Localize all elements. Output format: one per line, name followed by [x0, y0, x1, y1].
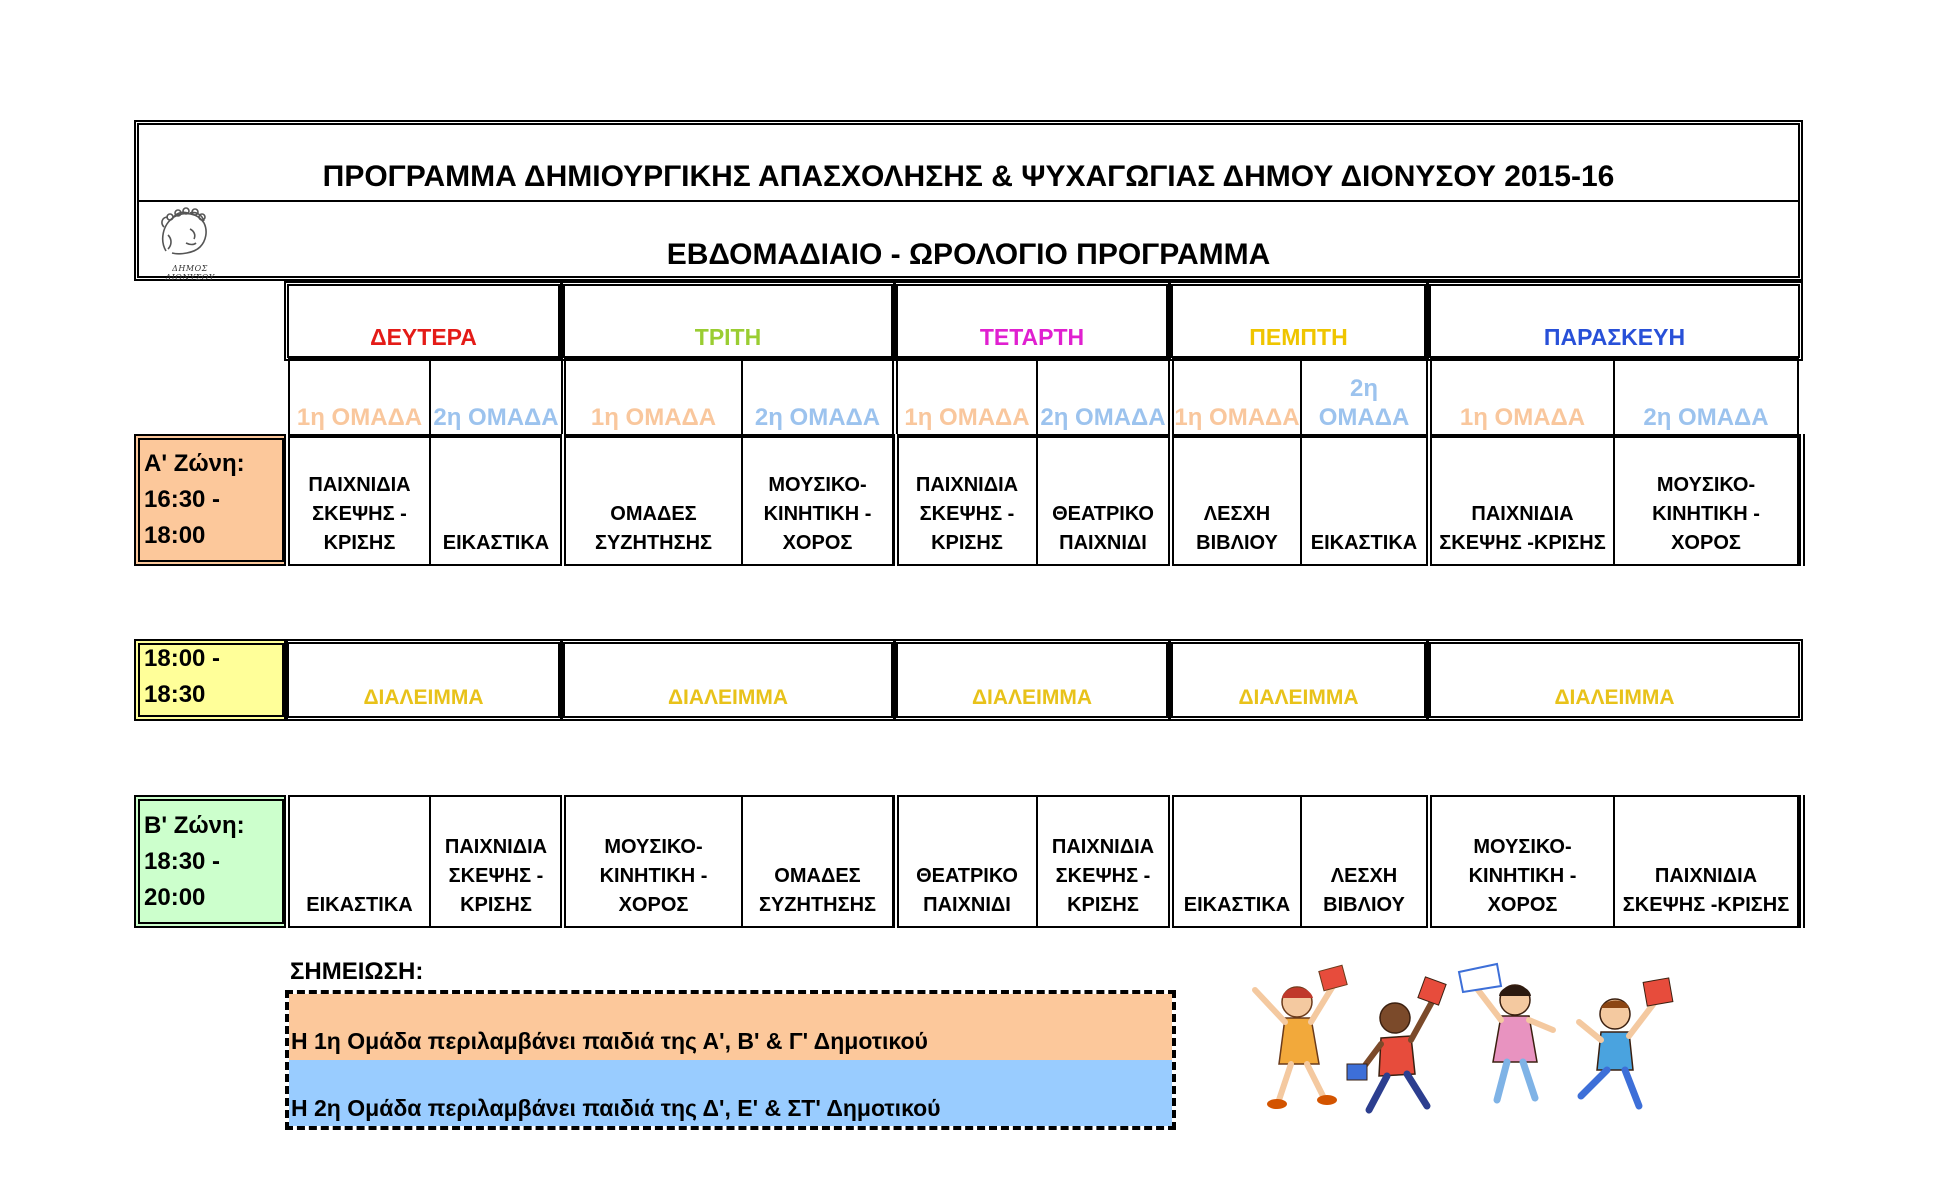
activity-cell [564, 434, 743, 566]
day-separator [893, 795, 899, 928]
group-header: 2η ΟΜΑΔΑ [429, 358, 563, 438]
note-group1: Η 1η Ομάδα περιλαμβάνει παιδιά της Α', Β' & Γ' Δημοτικού [289, 994, 1172, 1060]
break-time-label [134, 639, 288, 721]
day-header-monday [284, 281, 563, 361]
day-separator [893, 434, 899, 566]
activity-text: ΕΙΚΑΣΤΙΚΑ [1183, 894, 1291, 916]
activity-cell [1430, 795, 1615, 928]
activity-text: ΠΑΙΧΝΙΔΙΑ ΣΚΕΨΗΣ - ΚΡΙΣΗΣ [444, 836, 548, 916]
activity-cell [1036, 434, 1170, 566]
break-cell-wednesday: ΔΙΑΛΕΙΜΜΑ [893, 639, 1171, 721]
municipality-logo [150, 205, 230, 282]
group-header: 1η ΟΜΑΔΑ [1172, 358, 1302, 438]
break-cell-monday: ΔΙΑΛΕΙΜΜΑ [284, 639, 563, 721]
activity-text: ΜΟΥΣΙΚΟ- ΚΙΝΗΤΙΚΗ - ΧΟΡΟΣ [763, 474, 872, 554]
break-cell-tuesday: ΔΙΑΛΕΙΜΜΑ [560, 639, 896, 721]
break-cell-friday: ΔΙΑΛΕΙΜΜΑ [1426, 639, 1803, 721]
day-label: ΠΑΡΑΣΚΕΥΗ [1543, 324, 1686, 350]
group-header: 1η ΟΜΑΔΑ [288, 358, 431, 438]
day-separator [1799, 795, 1805, 928]
activity-text: ΠΑΙΧΝΙΔΙΑ ΣΚΕΨΗΣ -ΚΡΙΣΗΣ [1622, 865, 1790, 916]
zone-b-label [134, 795, 288, 928]
activity-text: ΠΑΙΧΝΙΔΙΑ ΣΚΕΨΗΣ - ΚΡΙΣΗΣ [308, 474, 411, 554]
activity-text: ΘΕΑΤΡΙΚΟ ΠΑΙΧΝΙΔΙ [1052, 503, 1154, 554]
activity-cell [1172, 795, 1302, 928]
activity-cell [896, 434, 1038, 566]
activity-text: ΛΕΣΧΗ ΒΙΒΛΙΟΥ [1196, 503, 1278, 554]
activity-text: ΠΑΙΧΝΙΔΙΑ ΣΚΕΨΗΣ - ΚΡΙΣΗΣ [915, 474, 1019, 554]
activity-cell [564, 795, 743, 928]
activity-cell [741, 795, 894, 928]
activity-text: ΕΙΚΑΣΤΙΚΑ [306, 894, 413, 916]
group-header: 2η ΟΜΑΔΑ [1036, 358, 1170, 438]
kids-illustration [1235, 960, 1715, 1120]
day-separator [1168, 795, 1174, 928]
page-subtitle: ΕΒΔΟΜΑΔΙΑΙΟ - ΩΡΟΛΟΓΙΟ ΠΡΟΓΡΑΜΜΑ [666, 238, 1271, 271]
break-time: 18:00 - 18:30 [144, 645, 221, 708]
activity-text: ΟΜΑΔΕΣ ΣΥΖΗΤΗΣΗΣ [594, 503, 713, 554]
zone-b-name: Β' Ζώνη: [144, 812, 245, 839]
page-title: ΠΡΟΓΡΑΜΜΑ ΔΗΜΙΟΥΡΓΙΚΗΣ ΑΠΑΣΧΟΛΗΣΗΣ & ΨΥΧΑΓΩΓΙΑΣ ΔΗΜΟΥ ΔΙΟΝΥΣΟΥ 2015-16 [322, 160, 1615, 193]
day-label: ΠΕΜΠΤΗ [1249, 324, 1348, 350]
note-box [285, 990, 1176, 1130]
note-heading: ΣΗΜΕΙΩΣΗ: [290, 958, 424, 985]
activity-cell [896, 795, 1038, 928]
activity-text: ΜΟΥΣΙΚΟ- ΚΙΝΗΤΙΚΗ - ΧΟΡΟΣ [1652, 474, 1760, 554]
zone-a-name: Α' Ζώνη: [144, 450, 245, 477]
group-header: 1η ΟΜΑΔΑ [564, 358, 743, 438]
day-header-tuesday [560, 281, 896, 361]
activity-text: ΛΕΣΧΗ ΒΙΒΛΙΟΥ [1323, 865, 1405, 916]
activity-cell [1613, 795, 1799, 928]
activity-text: ΟΜΑΔΕΣ ΣΥΖΗΤΗΣΗΣ [758, 865, 877, 916]
activity-cell [288, 795, 431, 928]
group-header: 2η ΟΜΑΔΑ [1300, 358, 1428, 438]
group-header: 1η ΟΜΑΔΑ [1430, 358, 1615, 438]
day-header-thursday [1168, 281, 1429, 361]
day-separator [560, 795, 566, 928]
activity-text: ΕΙΚΑΣΤΙΚΑ [1310, 532, 1418, 554]
activity-cell [1300, 434, 1428, 566]
day-separator [284, 795, 290, 928]
day-header-friday [1426, 281, 1803, 361]
activity-text: ΘΕΑΤΡΙΚΟ ΠΑΙΧΝΙΔΙ [916, 865, 1018, 916]
day-label: ΔΕΥΤΕΡΑ [370, 324, 477, 350]
activity-text: ΜΟΥΣΙΚΟ- ΚΙΝΗΤΙΚΗ - ΧΟΡΟΣ [599, 836, 708, 916]
activity-cell [429, 434, 563, 566]
break-cell-thursday: ΔΙΑΛΕΙΜΜΑ [1168, 639, 1429, 721]
group-header: 2η ΟΜΑΔΑ [1613, 358, 1799, 438]
activity-text: ΠΑΙΧΝΙΔΙΑ ΣΚΕΨΗΣ -ΚΡΙΣΗΣ [1439, 503, 1606, 554]
title-divider [139, 200, 1798, 202]
day-label: ΤΡΙΤΗ [694, 324, 762, 350]
day-separator [1426, 434, 1432, 566]
activity-cell [288, 434, 431, 566]
zone-b-time: 18:30 - 20:00 [144, 848, 221, 911]
activity-cell [741, 434, 894, 566]
jumping-children-icon [1235, 960, 1715, 1120]
day-separator [284, 434, 290, 566]
group-header: 2η ΟΜΑΔΑ [741, 358, 894, 438]
activity-cell [1430, 434, 1615, 566]
note-group2: Η 2η Ομάδα περιλαμβάνει παιδιά της Δ', Ε' & ΣΤ' Δημοτικού [289, 1060, 1172, 1126]
zone-a-time: 16:30 - 18:00 [144, 486, 221, 549]
activity-cell [1172, 434, 1302, 566]
activity-cell [1036, 795, 1170, 928]
day-header-wednesday [893, 281, 1171, 361]
day-separator [1426, 795, 1432, 928]
activity-text: ΕΙΚΑΣΤΙΚΑ [442, 532, 550, 554]
zone-a-label [134, 434, 288, 566]
group-header: 1η ΟΜΑΔΑ [896, 358, 1038, 438]
activity-cell [1613, 434, 1799, 566]
day-separator [1168, 434, 1174, 566]
logo-caption: ΔΗΜΟΣ ΔΙΟΝΥΣΟΥ [165, 264, 215, 282]
activity-cell [1300, 795, 1428, 928]
activity-cell [429, 795, 563, 928]
activity-text: ΠΑΙΧΝΙΔΙΑ ΣΚΕΨΗΣ - ΚΡΙΣΗΣ [1051, 836, 1155, 916]
day-separator [1799, 434, 1805, 566]
day-label: ΤΕΤΑΡΤΗ [979, 324, 1085, 350]
day-separator [560, 434, 566, 566]
activity-text: ΜΟΥΣΙΚΟ- ΚΙΝΗΤΙΚΗ - ΧΟΡΟΣ [1468, 836, 1577, 916]
dionysus-head-icon [150, 205, 230, 259]
